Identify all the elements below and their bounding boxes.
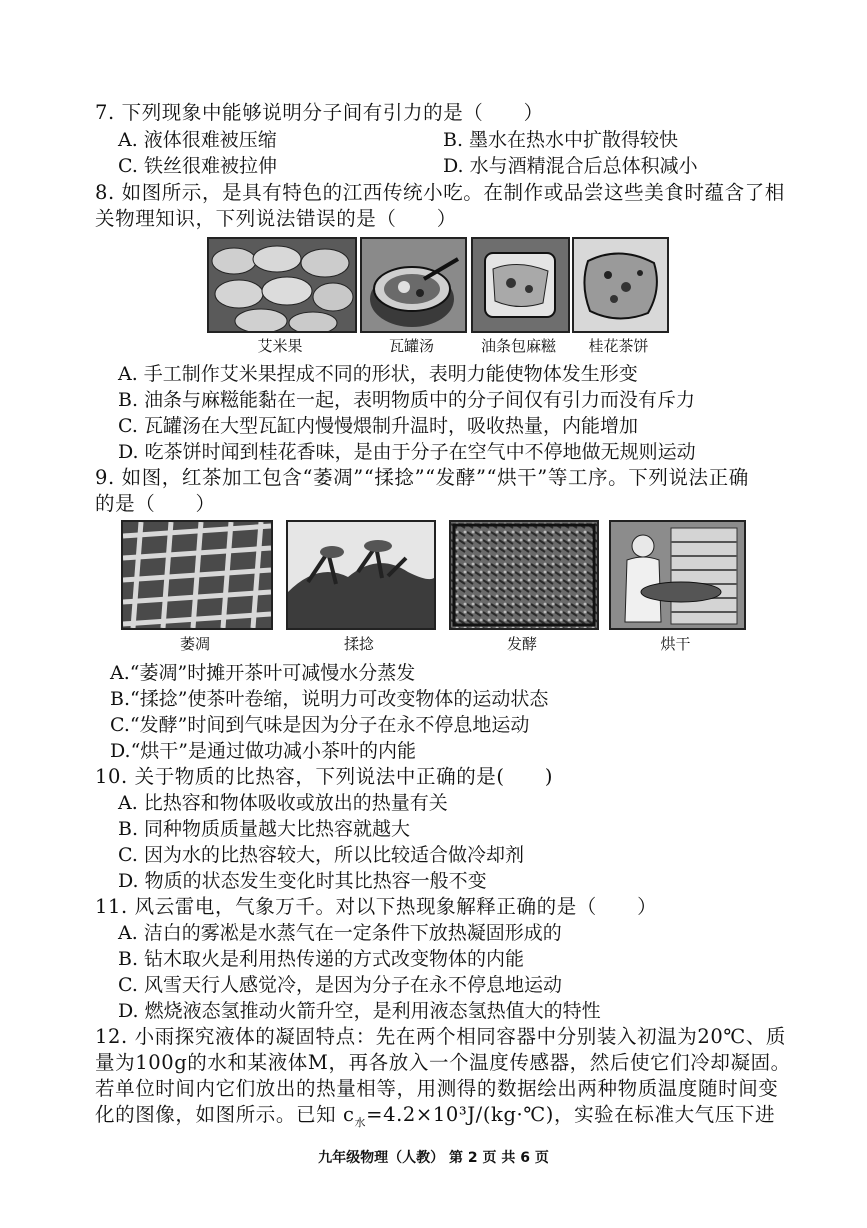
q7-option-b: B. 墨水在热水中扩散得较快 bbox=[443, 129, 679, 151]
q11-option-c: C. 风雪天行人感觉冷，是因为分子在永不停息地运动 bbox=[118, 974, 562, 996]
q7-option-d: D. 水与酒精混合后总体积减小 bbox=[443, 155, 698, 177]
photo-youtiao-maci bbox=[471, 237, 570, 333]
q9-stem-line1: 9. 如图，红茶加工包含“萎凋”“揉捻”“发酵”“烘干”等工序。下列说法正确 bbox=[95, 466, 749, 489]
q11-option-d: D. 燃烧液态氢推动火箭升空，是利用液态氢热值大的特性 bbox=[118, 1000, 601, 1022]
q10-stem: 10. 关于物质的比热容，下列说法中正确的是( ) bbox=[95, 765, 554, 788]
caption-waguantang: 瓦罐汤 bbox=[388, 337, 434, 355]
q9-option-d: D.“烘干”是通过做功减小茶叶的内能 bbox=[110, 740, 417, 762]
q8-option-c: C. 瓦罐汤在大型瓦缸内慢慢煨制升温时，吸收热量，内能增加 bbox=[118, 415, 638, 437]
photo-waguantang bbox=[360, 237, 467, 333]
photo-honggan bbox=[609, 520, 746, 630]
q7-option-a: A. 液体很难被压缩 bbox=[118, 129, 277, 151]
q7-stem: 7. 下列现象中能够说明分子间有引力的是（ ） bbox=[95, 101, 544, 124]
q11-option-b: B. 钻木取火是利用热传递的方式改变物体的内能 bbox=[118, 948, 525, 970]
q12-line1: 12. 小雨探究液体的凝固特点：先在两个相同容器中分别装入初温为20℃、质 bbox=[95, 1025, 787, 1048]
page-footer: 九年级物理（人教） 第 2 页 共 6 页 bbox=[318, 1150, 549, 1166]
q11-option-a: A. 洁白的雾凇是水蒸气在一定条件下放热凝固形成的 bbox=[118, 922, 562, 944]
q8-option-a: A. 手工制作艾米果捏成不同的形状，表明力能使物体发生形变 bbox=[118, 363, 638, 385]
q10-option-c: C. 因为水的比热容较大，所以比较适合做冷却剂 bbox=[118, 844, 524, 866]
q10-option-a: A. 比热容和物体吸收或放出的热量有关 bbox=[118, 792, 448, 814]
q9-option-a: A.“萎凋”时摊开茶叶可减慢水分蒸发 bbox=[110, 662, 416, 684]
photo-aimiguo bbox=[207, 237, 357, 333]
q12-line2: 量为100g的水和某液体M，再各放入一个温度传感器，然后使它们冷却凝固。 bbox=[95, 1051, 791, 1074]
q9-option-b: B.“揉捻”使茶叶卷缩，说明力可改变物体的运动状态 bbox=[110, 688, 549, 710]
caption-guihua-chabing: 桂花茶饼 bbox=[588, 337, 649, 355]
q8-stem-line1: 8. 如图所示，是具有特色的江西传统小吃。在制作或品尝这些美食时蕴含了相 bbox=[95, 181, 785, 204]
photo-weidiao bbox=[121, 520, 273, 630]
q8-stem-line2: 关物理知识，下列说法错误的是（ ） bbox=[95, 207, 457, 230]
q9-stem-line2: 的是（ ） bbox=[95, 492, 216, 515]
q8-option-b: B. 油条与麻糍能黏在一起，表明物质中的分子间仅有引力而没有斥力 bbox=[118, 389, 696, 411]
q7-option-c: C. 铁丝很难被拉伸 bbox=[118, 155, 277, 177]
q12-line4-post: =4.2×10³J/(kg·℃)，实验在标准大气压下进 bbox=[366, 1103, 776, 1126]
photo-rounian bbox=[286, 520, 436, 630]
q9-option-c: C.“发酵”时间到气味是因为分子在永不停息地运动 bbox=[110, 714, 530, 736]
caption-honggan: 烘干 bbox=[660, 635, 691, 653]
caption-fajiao: 发酵 bbox=[506, 635, 537, 653]
photo-guihua-chabing bbox=[572, 237, 669, 333]
q11-stem: 11. 风云雷电，气象万千。对以下热现象解释正确的是（ ） bbox=[95, 895, 658, 918]
q12-line3: 若单位时间内它们放出的热量相等，用测得的数据绘出两种物质温度随时间变 bbox=[95, 1077, 779, 1100]
q12-line4-pre: 化的图像，如图所示。已知 c bbox=[95, 1103, 355, 1126]
q10-option-b: B. 同种物质质量越大比热容就越大 bbox=[118, 818, 411, 840]
q8-option-d: D. 吃茶饼时闻到桂花香味，是由于分子在空气中不停地做无规则运动 bbox=[118, 441, 696, 463]
caption-youtiao-maci: 油条包麻糍 bbox=[480, 337, 556, 355]
caption-rounian: 揉捻 bbox=[343, 635, 374, 653]
q12-line4 bbox=[95, 1102, 775, 1136]
photo-fajiao bbox=[449, 520, 599, 630]
q10-option-d: D. 物质的状态发生变化时其比热容一般不变 bbox=[118, 870, 487, 892]
caption-aimiguo: 艾米果 bbox=[257, 337, 303, 355]
q12-subscript-water: 水 bbox=[354, 1115, 367, 1129]
caption-weidiao: 萎凋 bbox=[179, 635, 210, 653]
